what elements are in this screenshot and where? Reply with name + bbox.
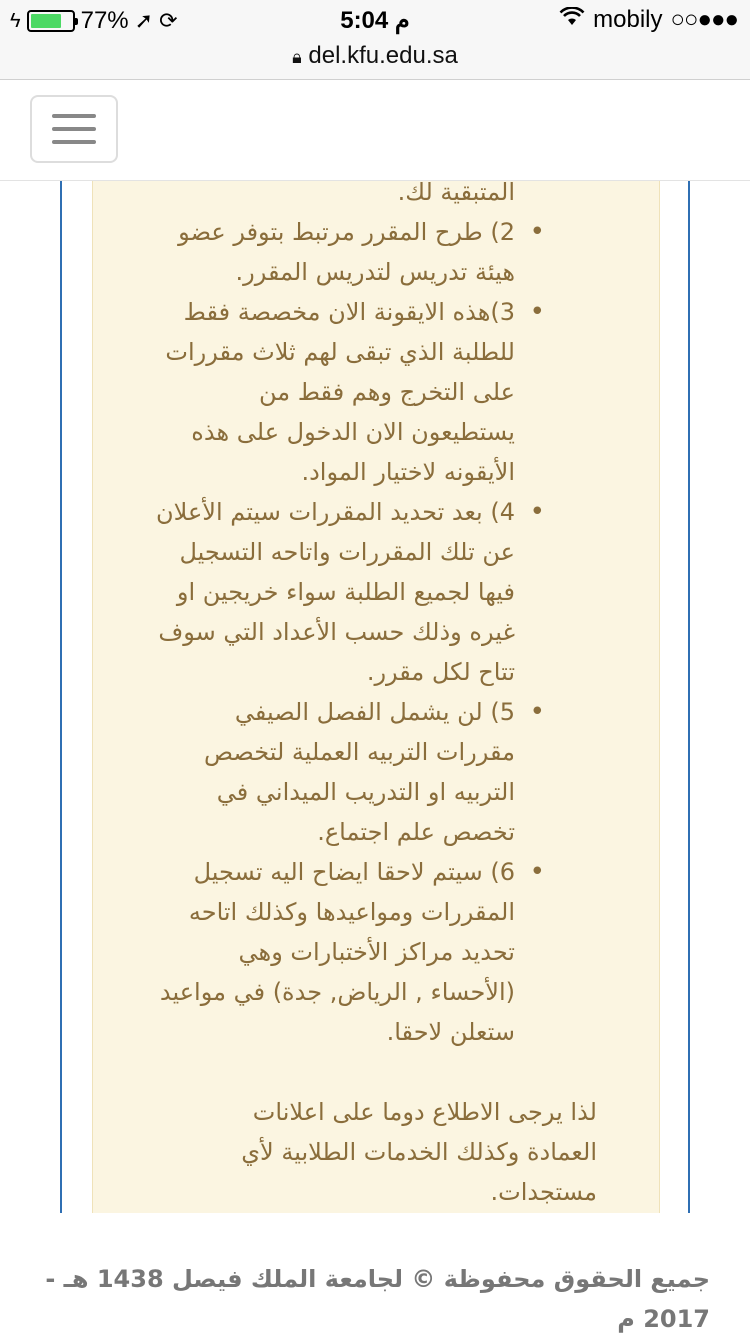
list-item: • 2) طرح المقرر مرتبط بتوفر عضو هيئة تدريس لتدريس المقرر.: [155, 212, 515, 292]
footer: [0, 1215, 750, 1334]
list-item: • 6) سيتم لاحقا ايضاح اليه تسجيل المقررات ومواعيدها وكذلك اتاحه تحديد مراكز الأختبارات وهي (الأحساء , الرياض, جدة) في مواعيد ستعلن لاحقا.: [155, 852, 515, 1052]
browser-chrome: [0, 0, 750, 80]
menu-bar-line: [52, 127, 96, 131]
charging-icon: ϟ: [10, 9, 21, 32]
signal-strength-icon: ○○●●●: [670, 6, 738, 33]
list-item: • 3)هذه الايقونة الان مخصصة فقط للطلبة الذي تبقى لهم ثلاث مقررات على التخرج وهم فقط من يستطيعون الان الدخول على هذه الأيقونه لاختيار المواد.: [155, 292, 515, 492]
list-item: • 4) بعد تحديد المقررات سيتم الأعلان عن تلك المقررات واتاحه التسجيل فيها لجميع الطلبة سواء خريجين او غيره وذلك حسب الأعداد التي سوف تتاح لكل مقرر.: [155, 492, 515, 692]
copyright-text: جميع الحقوق محفوظة © لجامعة الملك فيصل 1438 هـ - 2017 م: [45, 1265, 710, 1333]
notice-closing: لذا يرجى الاطلاع دوما على اعلانات العمادة وكذلك الخدمات الطلابية لأي مستجدات.: [241, 1098, 597, 1206]
status-bar: [0, 0, 750, 40]
hamburger-menu-icon[interactable]: [30, 95, 118, 163]
notice-list: [155, 212, 515, 1052]
status-right: [559, 6, 738, 34]
list-item: • 5) لن يشمل الفصل الصيفي مقررات التربيه العملية لتخصص التربيه او التدريب الميداني في تخصص علم اجتماع.: [155, 692, 515, 852]
url-text: del.kfu.edu.sa: [308, 42, 458, 69]
lock-icon: 🔒︎: [292, 47, 302, 67]
menu-bar-line: [52, 140, 96, 144]
battery-percent: 77%: [80, 7, 129, 34]
status-time: 5:04 م: [340, 7, 410, 34]
carrier-name: mobily: [593, 6, 663, 33]
notice-panel: [92, 181, 660, 1213]
notice-lead-line: المتبقية لك.: [397, 181, 515, 206]
rotation-lock-icon: ⟳: [159, 8, 178, 33]
address-bar[interactable]: [0, 42, 750, 70]
menu-bar-line: [52, 114, 96, 118]
site-header: [0, 81, 750, 181]
wifi-icon: [559, 6, 585, 34]
content-frame: [60, 181, 690, 1213]
location-arrow-icon: ➚: [134, 8, 154, 33]
